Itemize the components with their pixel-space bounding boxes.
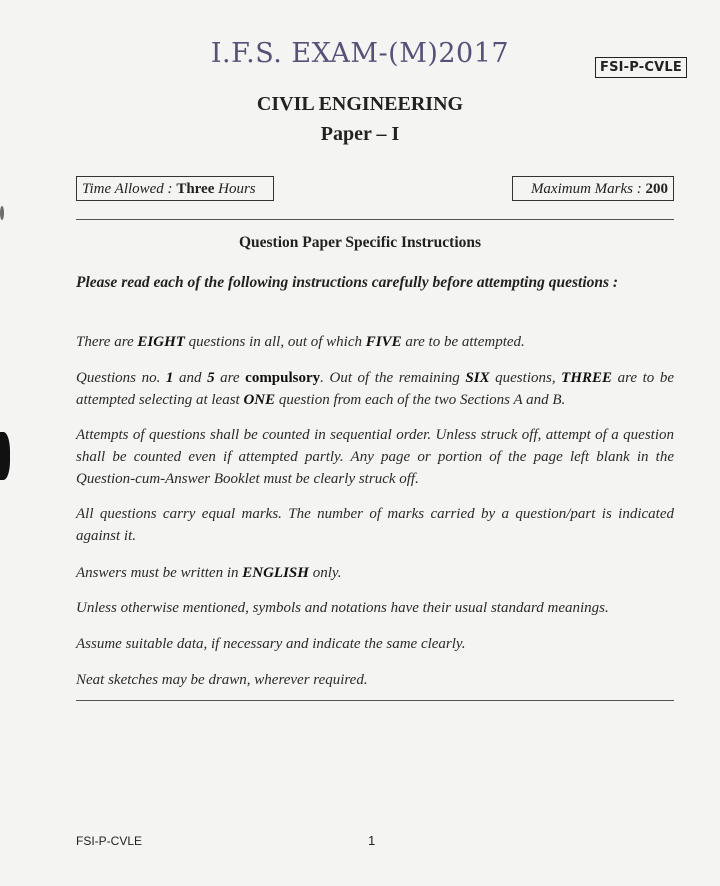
text: and (173, 370, 208, 386)
emphasis: THREE (561, 370, 613, 386)
instruction-notations: Unless otherwise mentioned, symbols and notations have their usual standard meanings. (76, 600, 609, 616)
scan-mark (0, 206, 4, 220)
exam-title-stamp: I.F.S. EXAM-(M)2017 (210, 38, 510, 69)
marks-value: 200 (645, 181, 668, 197)
text: questions in all, out of which (184, 334, 366, 350)
emphasis: ENGLISH (242, 565, 309, 581)
emphasis: ONE (243, 392, 276, 408)
time-label: Time Allowed : (82, 181, 177, 197)
instruction-total-questions (76, 331, 674, 353)
time-value: Three (176, 181, 215, 197)
emphasis: SIX (465, 370, 490, 386)
instruction-sketches: Neat sketches may be drawn, wherever required. (76, 672, 368, 688)
emphasis: FIVE (365, 334, 402, 350)
text: only. (308, 565, 342, 581)
instruction-language (76, 562, 674, 584)
emphasis: EIGHT (137, 334, 185, 350)
instructions-lead: Please read each of the following instructions carefully before attempting questions : (76, 274, 619, 291)
text: question from each of the two Sections A and B. (275, 392, 566, 408)
subject-title: CIVIL ENGINEERING (256, 93, 464, 115)
time-allowed-box (76, 176, 274, 201)
time-unit: Hours (214, 181, 256, 197)
text: . Out of the remaining (320, 370, 466, 386)
instruction-attempt-order: Attempts of questions shall be counted in sequential order. Unless struck off, attempt of a question shall be counted even if attempted partly. Any page or portion of the page left blank in the Question-cum-Answer Booklet must be clearly struck off. (76, 427, 674, 487)
footer-paper-code: FSI-P-CVLE (76, 834, 143, 848)
text: Answers must be written in (76, 565, 243, 581)
divider-bottom (76, 700, 674, 701)
page-number: 1 (368, 833, 376, 848)
instruction-assume-data: Assume suitable data, if necessary and indicate the same clearly. (76, 636, 466, 652)
divider-top (76, 219, 674, 220)
binding-hole-mark (0, 432, 10, 480)
text: Questions no. (76, 370, 166, 386)
maximum-marks-box (512, 176, 674, 201)
text: are to be attempted selecting at least (76, 370, 675, 408)
text: are to be attempted. (401, 334, 525, 350)
emphasis: 1 (165, 370, 174, 386)
instruction-compulsory-questions (76, 367, 674, 411)
instruction-equal-marks: All questions carry equal marks. The number of marks carried by a question/part is indicated against it. (76, 506, 674, 544)
text: are (214, 370, 246, 386)
text: There are (76, 334, 138, 350)
instructions-heading: Question Paper Specific Instructions (238, 234, 482, 251)
paper-code-box: FSI-P-CVLE (595, 57, 687, 78)
paper-number: Paper – I (320, 123, 400, 145)
text: questions, (489, 370, 562, 386)
marks-label: Maximum Marks : (530, 181, 646, 197)
emphasis: compulsory (245, 370, 321, 386)
emphasis: 5 (207, 370, 215, 386)
